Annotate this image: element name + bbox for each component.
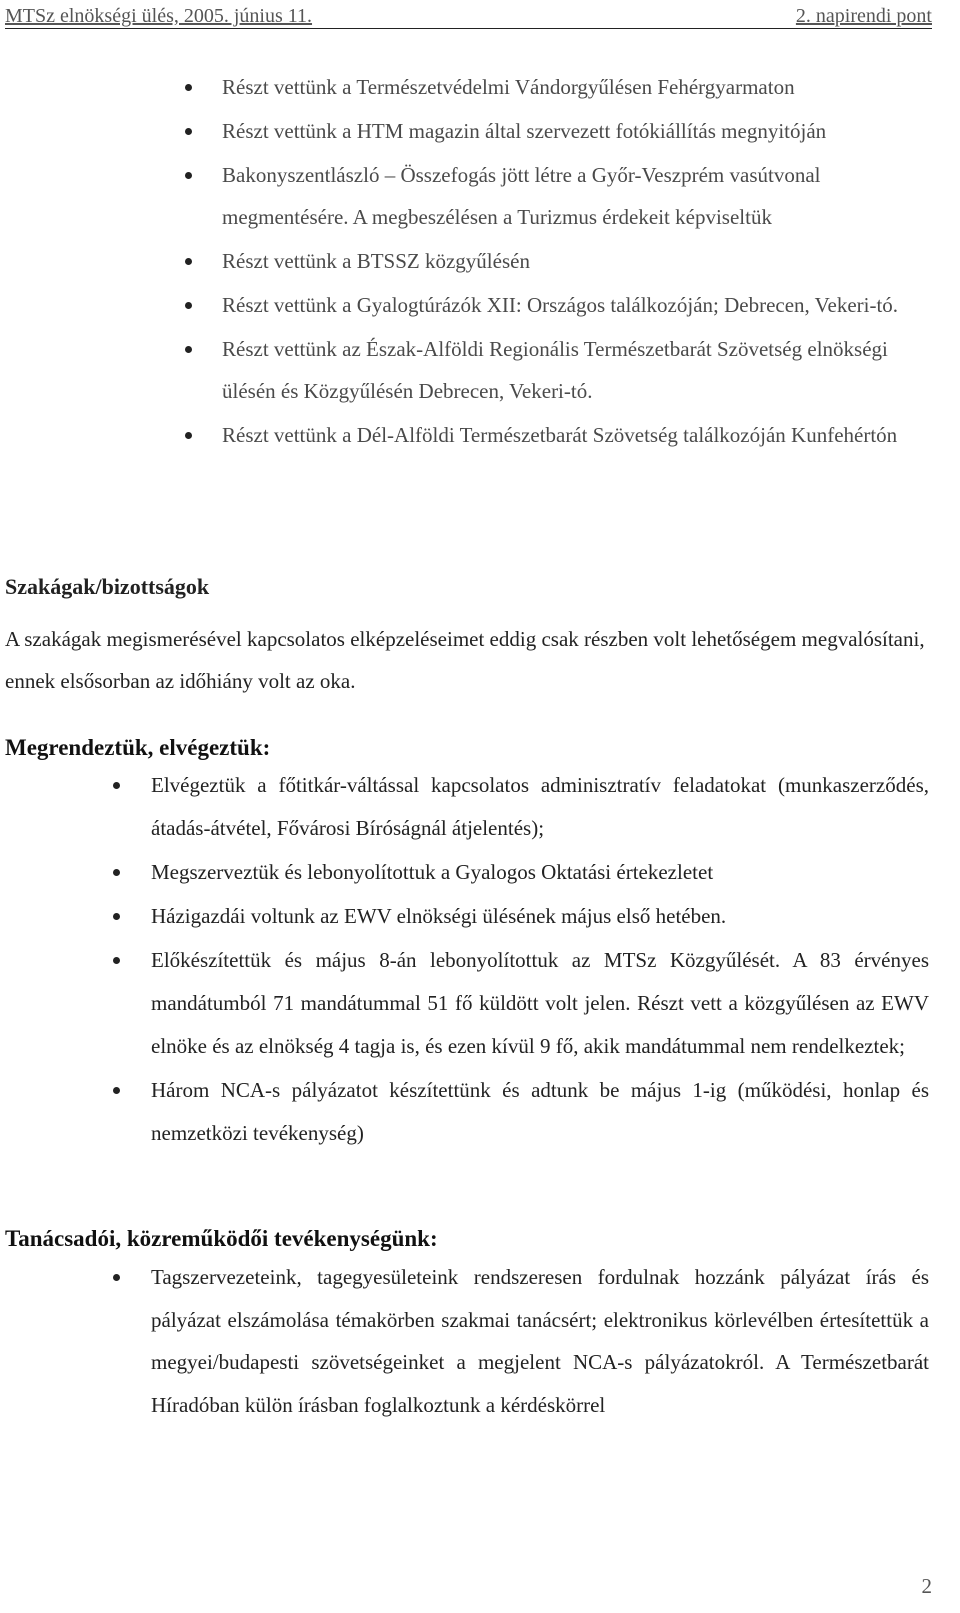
list-item: Megszerveztük és lebonyolítottuk a Gyalogos Oktatási értekezletet (151, 851, 929, 894)
list-item: Bakonyszentlászló – Összefogás jött létre a Győr-Veszprém vasútvonal megmentésére. A megbeszélésen a Turizmus érdekeit képviseltük (222, 154, 937, 238)
advisory-list (151, 1256, 929, 1426)
section-heading-tanacsadoi: Tanácsadói, közreműködői tevékenységünk: (5, 1226, 438, 1251)
list-item: Tagszervezeteink, tagegyesületeink rendszeresen fordulnak hozzánk pályázat írás és pályázat elszámolása témakörben szakmai tanácsért; elektronikus körlevélben értesítettük a megyei/budapesti szövetségeinket a megjelent NCA-s pályázatokról. A Természetbarát Híradóban külön írásban foglalkoztunk a kérdéskörrel (151, 1256, 929, 1426)
list-item: Házigazdái voltunk az EWV elnökségi ülésének május első hetében. (151, 895, 929, 938)
header-title: MTSz elnökségi ülés, 2005. június 11. (5, 5, 313, 27)
list-item: Részt vettünk a BTSSZ közgyűlésén (222, 240, 937, 282)
list-item: Részt vettünk a Természetvédelmi Vándorgyűlésen Fehérgyarmaton (222, 66, 937, 108)
page-header (5, 2, 932, 29)
activity-list (222, 66, 937, 458)
list-item: Elvégeztük a főtitkár-váltással kapcsolatos adminisztratív feladatokat (munkaszerződés, átadás-átvétel, Fővárosi Bíróságnál átjelentés); (151, 764, 929, 850)
header-agenda-item: 2. napirendi pont (795, 5, 932, 27)
list-item: Részt vettünk a Gyalogtúrázók XII: Országos találkozóján; Debrecen, Vekeri-tó. (222, 284, 937, 326)
list-item: Részt vettünk az Észak-Alföldi Regionális Természetbarát Szövetség elnökségi ülésén és Közgyűlésén Debrecen, Vekeri-tó. (222, 328, 937, 412)
section-paragraph: A szakágak megismerésével kapcsolatos elképzeléseimet eddig csak részben volt lehetőségem megvalósítani, ennek elsősorban az időhiány volt az oka. (5, 627, 925, 693)
list-item: Részt vettünk a HTM magazin által szervezett fotókiállítás megnyitóján (222, 110, 937, 152)
section-heading-szakagak: Szakágak/bizottságok (5, 574, 210, 599)
list-item: Előkészítettük és május 8-án lebonyolítottuk az MTSz Közgyűlését. A 83 érvényes mandátumból 71 mandátummal 51 fő küldött volt jelen. Részt vett a közgyűlésen az EWV elnöke és az elnökség 4 tagja is, és ezen kívül 9 fő, akik mandátummal nem rendelkeztek; (151, 939, 929, 1068)
organized-list (151, 764, 929, 1156)
list-item: Részt vettünk a Dél-Alföldi Természetbarát Szövetség találkozóján Kunfehértón (222, 414, 937, 456)
page-number: 2 (921, 1574, 932, 1598)
section-heading-megrendeztuk: Megrendeztük, elvégeztük: (5, 735, 271, 760)
list-item: Három NCA-s pályázatot készítettünk és adtunk be május 1-ig (működési, honlap és nemzetközi tevékenység) (151, 1069, 929, 1155)
